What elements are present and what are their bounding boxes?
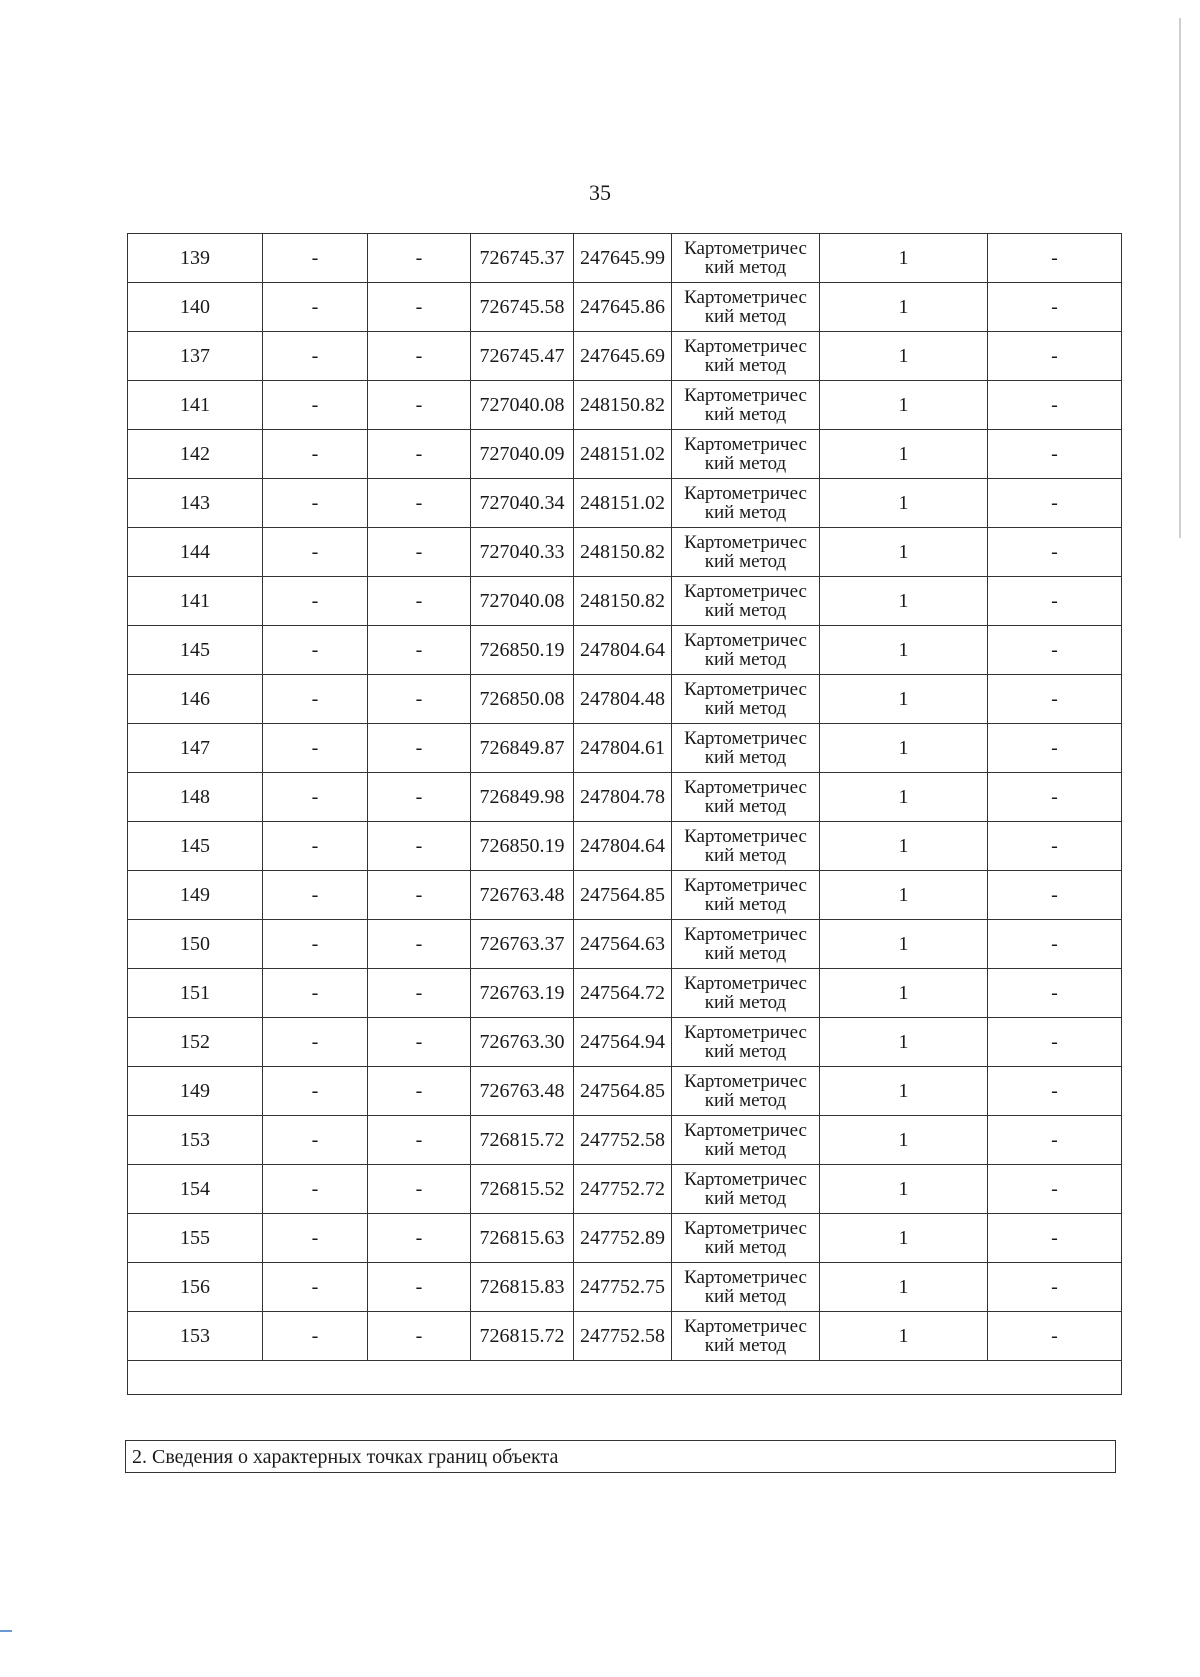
coordinates-table bbox=[127, 233, 1122, 1395]
method-line-2: кий метод bbox=[704, 600, 787, 621]
dash-cell: - bbox=[368, 1116, 471, 1165]
accuracy-cell: 1 bbox=[820, 724, 988, 773]
point-number-cell: 143 bbox=[128, 479, 263, 528]
method-cell bbox=[672, 822, 820, 871]
table-row bbox=[128, 1116, 1122, 1165]
point-number-cell: 147 bbox=[128, 724, 263, 773]
table-row bbox=[128, 822, 1122, 871]
accuracy-cell: 1 bbox=[820, 920, 988, 969]
dash-cell: - bbox=[988, 724, 1122, 773]
dash-cell: - bbox=[263, 675, 368, 724]
method-line-2: кий метод bbox=[704, 502, 787, 523]
dash-cell: - bbox=[368, 479, 471, 528]
y-coordinate-cell: 247752.58 bbox=[574, 1116, 672, 1165]
x-coordinate-cell: 726763.30 bbox=[471, 1018, 574, 1067]
y-coordinate-cell: 248151.02 bbox=[574, 430, 672, 479]
y-coordinate-cell: 248150.82 bbox=[574, 381, 672, 430]
method-line-2: кий метод bbox=[704, 1335, 787, 1356]
y-coordinate-cell: 247804.61 bbox=[574, 724, 672, 773]
accuracy-cell: 1 bbox=[820, 1165, 988, 1214]
method-line-1: Картометричес bbox=[684, 581, 807, 602]
method-cell bbox=[672, 1018, 820, 1067]
dash-cell: - bbox=[368, 920, 471, 969]
dash-cell: - bbox=[263, 969, 368, 1018]
method-line-2: кий метод bbox=[704, 943, 787, 964]
table-row bbox=[128, 1165, 1122, 1214]
point-number-cell: 140 bbox=[128, 283, 263, 332]
method-cell bbox=[672, 773, 820, 822]
point-number-cell: 145 bbox=[128, 626, 263, 675]
table-row bbox=[128, 234, 1122, 283]
accuracy-cell: 1 bbox=[820, 381, 988, 430]
x-coordinate-cell: 726763.48 bbox=[471, 1067, 574, 1116]
method-line-2: кий метод bbox=[704, 551, 787, 572]
method-cell bbox=[672, 430, 820, 479]
dash-cell: - bbox=[263, 1214, 368, 1263]
accuracy-cell: 1 bbox=[820, 773, 988, 822]
dash-cell: - bbox=[263, 1312, 368, 1361]
method-cell bbox=[672, 381, 820, 430]
method-cell bbox=[672, 1214, 820, 1263]
dash-cell: - bbox=[988, 626, 1122, 675]
dash-cell: - bbox=[263, 1263, 368, 1312]
table-row bbox=[128, 283, 1122, 332]
point-number-cell: 154 bbox=[128, 1165, 263, 1214]
dash-cell: - bbox=[368, 234, 471, 283]
table-empty-row bbox=[128, 1361, 1122, 1395]
empty-cell bbox=[128, 1361, 1122, 1395]
y-coordinate-cell: 247752.89 bbox=[574, 1214, 672, 1263]
method-line-2: кий метод bbox=[704, 1041, 787, 1062]
x-coordinate-cell: 726815.52 bbox=[471, 1165, 574, 1214]
method-line-2: кий метод bbox=[704, 1139, 787, 1160]
y-coordinate-cell: 247804.64 bbox=[574, 626, 672, 675]
dash-cell: - bbox=[263, 773, 368, 822]
point-number-cell: 149 bbox=[128, 871, 263, 920]
accuracy-cell: 1 bbox=[820, 1018, 988, 1067]
accuracy-cell: 1 bbox=[820, 1263, 988, 1312]
point-number-cell: 150 bbox=[128, 920, 263, 969]
dash-cell: - bbox=[988, 1214, 1122, 1263]
dash-cell: - bbox=[368, 332, 471, 381]
table-row bbox=[128, 1312, 1122, 1361]
method-line-1: Картометричес bbox=[684, 728, 807, 749]
method-line-1: Картометричес bbox=[684, 385, 807, 406]
x-coordinate-cell: 726745.47 bbox=[471, 332, 574, 381]
accuracy-cell: 1 bbox=[820, 871, 988, 920]
dash-cell: - bbox=[263, 920, 368, 969]
method-line-1: Картометричес bbox=[684, 777, 807, 798]
method-line-2: кий метод bbox=[704, 845, 787, 866]
x-coordinate-cell: 726850.19 bbox=[471, 822, 574, 871]
accuracy-cell: 1 bbox=[820, 1067, 988, 1116]
accuracy-cell: 1 bbox=[820, 1116, 988, 1165]
dash-cell: - bbox=[263, 528, 368, 577]
point-number-cell: 149 bbox=[128, 1067, 263, 1116]
x-coordinate-cell: 726763.19 bbox=[471, 969, 574, 1018]
dash-cell: - bbox=[263, 626, 368, 675]
table-row bbox=[128, 871, 1122, 920]
method-line-1: Картометричес bbox=[684, 532, 807, 553]
y-coordinate-cell: 248150.82 bbox=[574, 577, 672, 626]
table-row bbox=[128, 969, 1122, 1018]
method-line-2: кий метод bbox=[704, 698, 787, 719]
x-coordinate-cell: 726850.19 bbox=[471, 626, 574, 675]
point-number-cell: 153 bbox=[128, 1312, 263, 1361]
table-row bbox=[128, 381, 1122, 430]
method-cell bbox=[672, 920, 820, 969]
x-coordinate-cell: 726745.58 bbox=[471, 283, 574, 332]
method-line-2: кий метод bbox=[704, 1237, 787, 1258]
method-line-2: кий метод bbox=[704, 992, 787, 1013]
accuracy-cell: 1 bbox=[820, 969, 988, 1018]
method-line-2: кий метод bbox=[704, 747, 787, 768]
accuracy-cell: 1 bbox=[820, 675, 988, 724]
accuracy-cell: 1 bbox=[820, 1312, 988, 1361]
dash-cell: - bbox=[368, 381, 471, 430]
dash-cell: - bbox=[988, 1018, 1122, 1067]
y-coordinate-cell: 247804.78 bbox=[574, 773, 672, 822]
method-cell bbox=[672, 626, 820, 675]
table-row bbox=[128, 675, 1122, 724]
dash-cell: - bbox=[263, 822, 368, 871]
point-number-cell: 142 bbox=[128, 430, 263, 479]
method-line-1: Картометричес bbox=[684, 483, 807, 504]
accuracy-cell: 1 bbox=[820, 332, 988, 381]
table-row bbox=[128, 626, 1122, 675]
x-coordinate-cell: 726849.87 bbox=[471, 724, 574, 773]
accuracy-cell: 1 bbox=[820, 577, 988, 626]
method-line-2: кий метод bbox=[704, 1188, 787, 1209]
method-line-1: Картометричес bbox=[684, 1071, 807, 1092]
dash-cell: - bbox=[368, 871, 471, 920]
method-line-2: кий метод bbox=[704, 649, 787, 670]
method-cell bbox=[672, 234, 820, 283]
dash-cell: - bbox=[263, 1116, 368, 1165]
method-line-1: Картометричес bbox=[684, 924, 807, 945]
table-row bbox=[128, 724, 1122, 773]
accuracy-cell: 1 bbox=[820, 479, 988, 528]
dash-cell: - bbox=[263, 234, 368, 283]
dash-cell: - bbox=[988, 920, 1122, 969]
method-line-1: Картометричес bbox=[684, 875, 807, 896]
dash-cell: - bbox=[368, 1263, 471, 1312]
y-coordinate-cell: 247564.85 bbox=[574, 1067, 672, 1116]
dash-cell: - bbox=[988, 675, 1122, 724]
dash-cell: - bbox=[368, 626, 471, 675]
dash-cell: - bbox=[368, 1312, 471, 1361]
dash-cell: - bbox=[988, 479, 1122, 528]
dash-cell: - bbox=[988, 1263, 1122, 1312]
dash-cell: - bbox=[988, 969, 1122, 1018]
method-cell bbox=[672, 332, 820, 381]
accuracy-cell: 1 bbox=[820, 528, 988, 577]
point-number-cell: 155 bbox=[128, 1214, 263, 1263]
x-coordinate-cell: 726745.37 bbox=[471, 234, 574, 283]
method-line-1: Картометричес bbox=[684, 238, 807, 259]
method-line-1: Картометричес bbox=[684, 287, 807, 308]
accuracy-cell: 1 bbox=[820, 822, 988, 871]
method-line-2: кий метод bbox=[704, 894, 787, 915]
accuracy-cell: 1 bbox=[820, 283, 988, 332]
dash-cell: - bbox=[368, 675, 471, 724]
scan-edge-line bbox=[1179, 18, 1181, 538]
table-row bbox=[128, 1018, 1122, 1067]
x-coordinate-cell: 727040.08 bbox=[471, 577, 574, 626]
method-line-2: кий метод bbox=[704, 796, 787, 817]
dash-cell: - bbox=[988, 528, 1122, 577]
section-2-title: 2. Сведения о характерных точках границ объекта bbox=[125, 1440, 1116, 1473]
method-line-2: кий метод bbox=[704, 453, 787, 474]
dash-cell: - bbox=[263, 1067, 368, 1116]
dash-cell: - bbox=[368, 969, 471, 1018]
x-coordinate-cell: 727040.08 bbox=[471, 381, 574, 430]
dash-cell: - bbox=[368, 822, 471, 871]
dash-cell: - bbox=[988, 871, 1122, 920]
x-coordinate-cell: 726815.63 bbox=[471, 1214, 574, 1263]
point-number-cell: 137 bbox=[128, 332, 263, 381]
method-line-1: Картометричес bbox=[684, 826, 807, 847]
dash-cell: - bbox=[988, 234, 1122, 283]
dash-cell: - bbox=[263, 283, 368, 332]
point-number-cell: 139 bbox=[128, 234, 263, 283]
method-line-2: кий метод bbox=[704, 355, 787, 376]
y-coordinate-cell: 247804.64 bbox=[574, 822, 672, 871]
dash-cell: - bbox=[263, 577, 368, 626]
x-coordinate-cell: 726850.08 bbox=[471, 675, 574, 724]
dash-cell: - bbox=[368, 430, 471, 479]
y-coordinate-cell: 248151.02 bbox=[574, 479, 672, 528]
dash-cell: - bbox=[988, 332, 1122, 381]
dash-cell: - bbox=[368, 528, 471, 577]
table-row bbox=[128, 430, 1122, 479]
dash-cell: - bbox=[263, 479, 368, 528]
dash-cell: - bbox=[263, 1165, 368, 1214]
y-coordinate-cell: 247645.86 bbox=[574, 283, 672, 332]
dash-cell: - bbox=[263, 1018, 368, 1067]
method-line-2: кий метод bbox=[704, 257, 787, 278]
x-coordinate-cell: 726763.37 bbox=[471, 920, 574, 969]
point-number-cell: 148 bbox=[128, 773, 263, 822]
y-coordinate-cell: 247564.85 bbox=[574, 871, 672, 920]
table-row bbox=[128, 332, 1122, 381]
point-number-cell: 146 bbox=[128, 675, 263, 724]
y-coordinate-cell: 247804.48 bbox=[574, 675, 672, 724]
dash-cell: - bbox=[988, 1067, 1122, 1116]
y-coordinate-cell: 247645.69 bbox=[574, 332, 672, 381]
accuracy-cell: 1 bbox=[820, 626, 988, 675]
point-number-cell: 151 bbox=[128, 969, 263, 1018]
accuracy-cell: 1 bbox=[820, 430, 988, 479]
method-line-1: Картометричес bbox=[684, 1120, 807, 1141]
dash-cell: - bbox=[988, 283, 1122, 332]
table-row bbox=[128, 773, 1122, 822]
dash-cell: - bbox=[988, 822, 1122, 871]
dash-cell: - bbox=[988, 773, 1122, 822]
dash-cell: - bbox=[368, 1018, 471, 1067]
dash-cell: - bbox=[263, 724, 368, 773]
x-coordinate-cell: 726849.98 bbox=[471, 773, 574, 822]
dash-cell: - bbox=[263, 871, 368, 920]
method-line-1: Картометричес bbox=[684, 973, 807, 994]
dash-cell: - bbox=[368, 1214, 471, 1263]
method-cell bbox=[672, 724, 820, 773]
method-cell bbox=[672, 1312, 820, 1361]
point-number-cell: 144 bbox=[128, 528, 263, 577]
table-row bbox=[128, 1263, 1122, 1312]
point-number-cell: 141 bbox=[128, 577, 263, 626]
dash-cell: - bbox=[988, 381, 1122, 430]
x-coordinate-cell: 727040.09 bbox=[471, 430, 574, 479]
dash-cell: - bbox=[263, 332, 368, 381]
accuracy-cell: 1 bbox=[820, 1214, 988, 1263]
y-coordinate-cell: 247752.58 bbox=[574, 1312, 672, 1361]
y-coordinate-cell: 248150.82 bbox=[574, 528, 672, 577]
dash-cell: - bbox=[988, 577, 1122, 626]
dash-cell: - bbox=[988, 430, 1122, 479]
y-coordinate-cell: 247752.72 bbox=[574, 1165, 672, 1214]
method-line-2: кий метод bbox=[704, 306, 787, 327]
y-coordinate-cell: 247645.99 bbox=[574, 234, 672, 283]
method-cell bbox=[672, 479, 820, 528]
accuracy-cell: 1 bbox=[820, 234, 988, 283]
x-coordinate-cell: 726815.72 bbox=[471, 1312, 574, 1361]
point-number-cell: 153 bbox=[128, 1116, 263, 1165]
table-row bbox=[128, 920, 1122, 969]
table-row bbox=[128, 528, 1122, 577]
method-line-1: Картометричес bbox=[684, 1316, 807, 1337]
dash-cell: - bbox=[368, 577, 471, 626]
method-line-2: кий метод bbox=[704, 1286, 787, 1307]
method-line-1: Картометричес bbox=[684, 1267, 807, 1288]
method-line-1: Картометричес bbox=[684, 1169, 807, 1190]
method-cell bbox=[672, 969, 820, 1018]
method-line-1: Картометричес bbox=[684, 630, 807, 651]
point-number-cell: 141 bbox=[128, 381, 263, 430]
method-line-1: Картометричес bbox=[684, 434, 807, 455]
dash-cell: - bbox=[988, 1312, 1122, 1361]
x-coordinate-cell: 726763.48 bbox=[471, 871, 574, 920]
table-row bbox=[128, 1214, 1122, 1263]
table-row bbox=[128, 479, 1122, 528]
method-cell bbox=[672, 577, 820, 626]
method-cell bbox=[672, 1067, 820, 1116]
method-cell bbox=[672, 283, 820, 332]
method-cell bbox=[672, 1263, 820, 1312]
method-line-1: Картометричес bbox=[684, 336, 807, 357]
method-line-1: Картометричес bbox=[684, 1022, 807, 1043]
dash-cell: - bbox=[368, 1165, 471, 1214]
x-coordinate-cell: 727040.33 bbox=[471, 528, 574, 577]
dash-cell: - bbox=[988, 1116, 1122, 1165]
blue-scan-mark bbox=[0, 1630, 12, 1632]
dash-cell: - bbox=[368, 1067, 471, 1116]
dash-cell: - bbox=[368, 724, 471, 773]
method-cell bbox=[672, 675, 820, 724]
y-coordinate-cell: 247752.75 bbox=[574, 1263, 672, 1312]
dash-cell: - bbox=[988, 1165, 1122, 1214]
table-body bbox=[128, 234, 1122, 1361]
page-number: 35 bbox=[589, 180, 611, 205]
y-coordinate-cell: 247564.63 bbox=[574, 920, 672, 969]
x-coordinate-cell: 726815.72 bbox=[471, 1116, 574, 1165]
point-number-cell: 145 bbox=[128, 822, 263, 871]
point-number-cell: 156 bbox=[128, 1263, 263, 1312]
x-coordinate-cell: 727040.34 bbox=[471, 479, 574, 528]
method-cell bbox=[672, 1116, 820, 1165]
y-coordinate-cell: 247564.72 bbox=[574, 969, 672, 1018]
dash-cell: - bbox=[263, 381, 368, 430]
method-line-1: Картометричес bbox=[684, 1218, 807, 1239]
method-line-2: кий метод bbox=[704, 404, 787, 425]
dash-cell: - bbox=[368, 283, 471, 332]
point-number-cell: 152 bbox=[128, 1018, 263, 1067]
method-cell bbox=[672, 1165, 820, 1214]
y-coordinate-cell: 247564.94 bbox=[574, 1018, 672, 1067]
method-cell bbox=[672, 528, 820, 577]
table-row bbox=[128, 1067, 1122, 1116]
method-line-1: Картометричес bbox=[684, 679, 807, 700]
method-line-2: кий метод bbox=[704, 1090, 787, 1111]
method-cell bbox=[672, 871, 820, 920]
dash-cell: - bbox=[368, 773, 471, 822]
x-coordinate-cell: 726815.83 bbox=[471, 1263, 574, 1312]
table-row bbox=[128, 577, 1122, 626]
dash-cell: - bbox=[263, 430, 368, 479]
